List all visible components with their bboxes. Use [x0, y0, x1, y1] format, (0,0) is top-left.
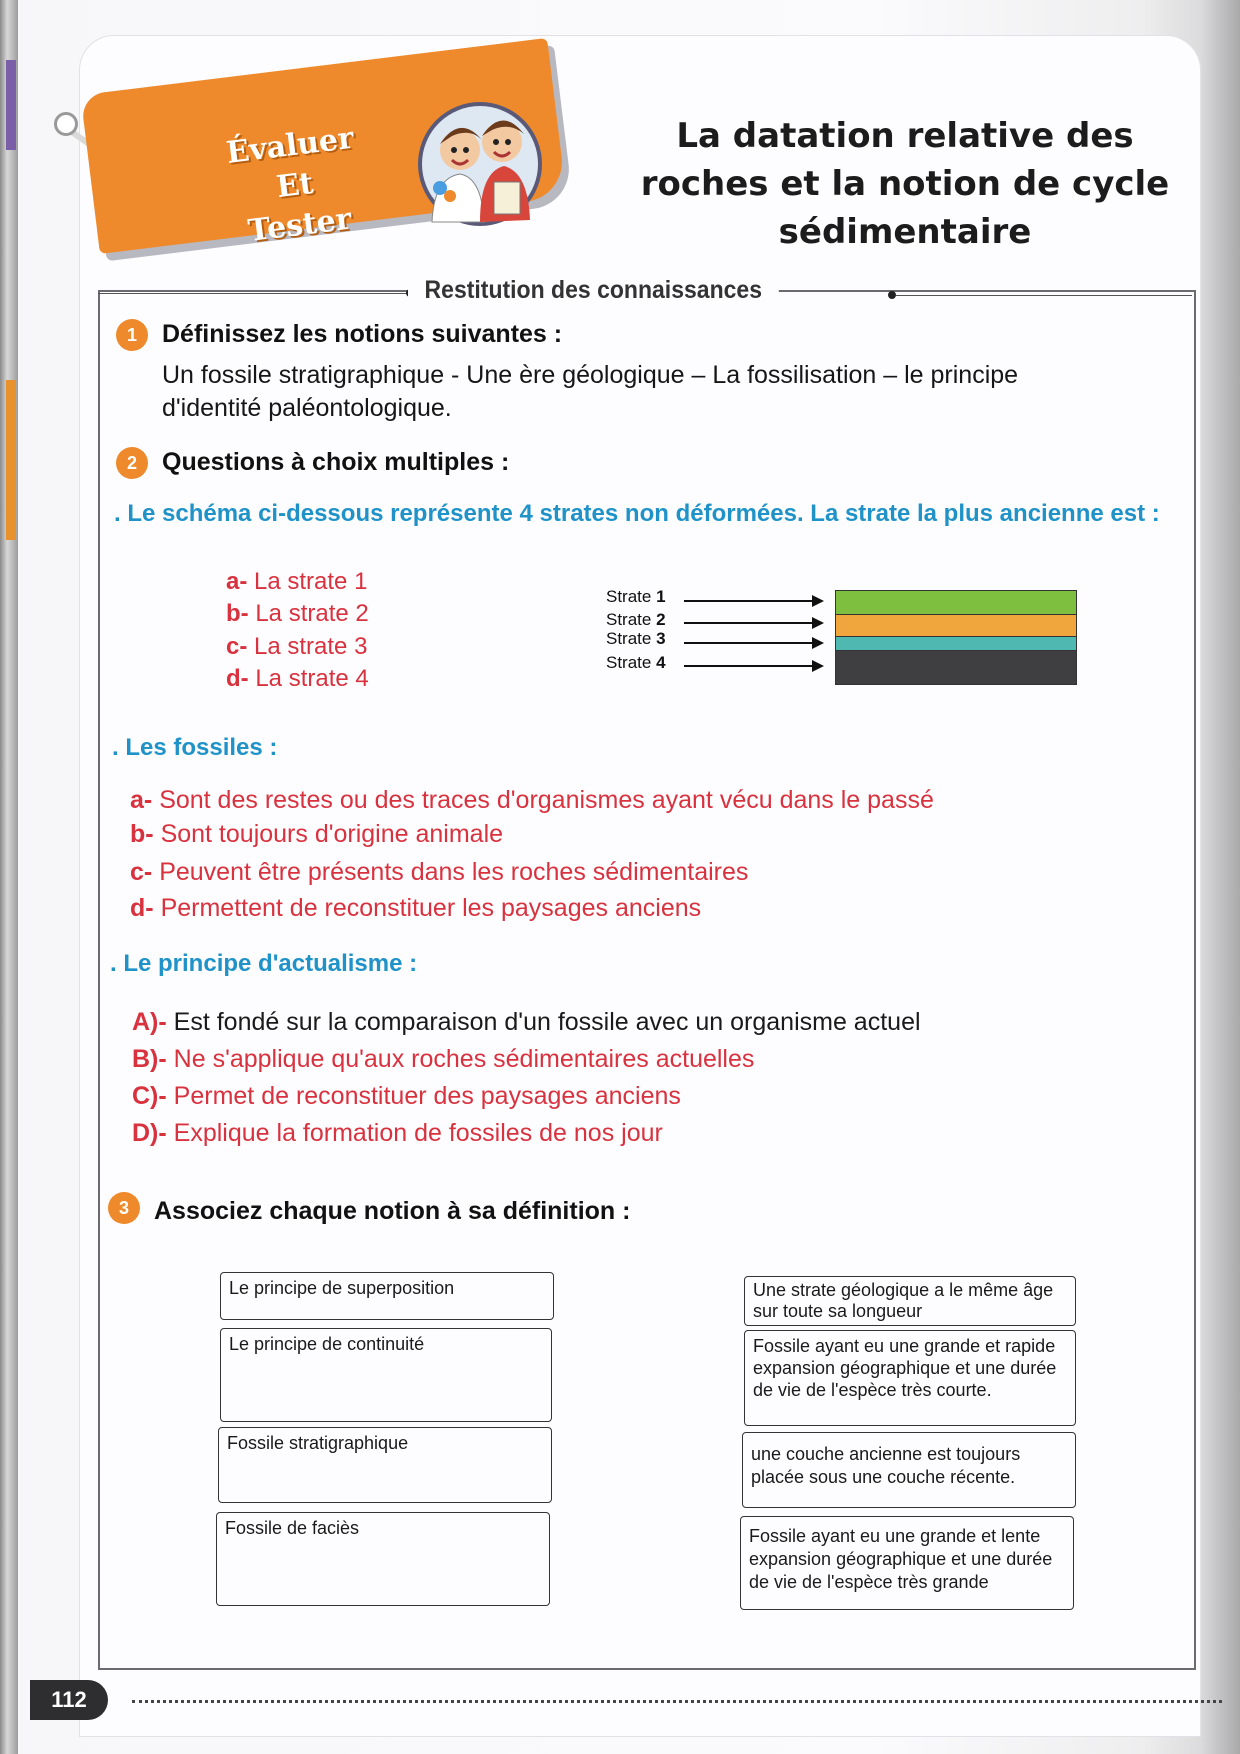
q2-part2-option-d: d- Permettent de reconstituer les paysages anciens — [130, 894, 702, 922]
strata-arrow-4 — [684, 665, 822, 667]
mascot-illustration-icon — [410, 92, 550, 232]
notion-box-3: Fossile stratigraphique — [218, 1427, 552, 1503]
q1-text-line2: d'identité paléontologique. — [162, 394, 452, 422]
footer-dotted-line — [132, 1700, 1222, 1703]
stratum-2 — [835, 614, 1077, 638]
q2-part1-option-d: d- La strate 4 — [226, 665, 369, 692]
q2-part2-option-b: b- Sont toujours d'origine animale — [130, 820, 504, 848]
page-number: 112 — [30, 1680, 108, 1720]
badge-label: Évaluer Et Tester — [224, 120, 356, 249]
question-number-2: 2 — [116, 447, 148, 479]
q2-part1-question: . Le schéma ci-dessous représente 4 strates non déformées. La strate la plus ancienne est : — [114, 500, 1160, 527]
q2-part3-option-c: C)- Permet de reconstituer des paysages anciens — [132, 1082, 681, 1110]
strata-arrow-2 — [684, 622, 822, 624]
q3-heading: Associez chaque notion à sa définition : — [154, 1197, 631, 1225]
strata-label-3: Strate 3 — [606, 629, 666, 648]
page-curl-shadow — [1200, 0, 1240, 1754]
section-title: Restitution des connaissances — [408, 276, 779, 305]
definition-box-3: une couche ancienne est toujours placée sous une couche récente. — [742, 1432, 1076, 1508]
strata-arrow-1 — [684, 600, 822, 602]
q2-part3-option-d: D)- Explique la formation de fossiles de nos jour — [132, 1119, 663, 1147]
pin-icon — [54, 112, 78, 136]
q2-part1-option-c: c- La strate 3 — [226, 633, 368, 660]
definition-box-4: Fossile ayant eu une grande et lente expansion géographique et une durée de vie de l'espèce très grande — [740, 1516, 1074, 1610]
q2-heading: Questions à choix multiples : — [162, 448, 510, 476]
q2-part1-option-a: a- La strate 1 — [226, 568, 368, 595]
section-divider-left — [98, 293, 414, 294]
page-title: La datation relative des roches et la notion de cycle sédimentaire — [640, 116, 1170, 252]
book-spine-edge — [0, 0, 18, 1754]
stratum-4 — [835, 650, 1077, 685]
strata-label-4: Strate 4 — [606, 653, 666, 672]
q2-part1-option-b: b- La strate 2 — [226, 600, 369, 627]
question-number-3: 3 — [108, 1192, 140, 1224]
q1-text-line1: Un fossile stratigraphique - Une ère géologique – La fossilisation – le principe — [162, 361, 1019, 389]
notion-box-4: Fossile de faciès — [216, 1512, 550, 1606]
q2-part2-option-c: c- Peuvent être présents dans les roches sédimentaires — [130, 858, 749, 886]
strata-arrow-3 — [684, 642, 822, 644]
q2-part3-option-a: A)- Est fondé sur la comparaison d'un fossile avec un organisme actuel — [132, 1008, 921, 1036]
notion-box-2: Le principe de continuité — [220, 1328, 552, 1422]
question-number-1: 1 — [116, 319, 148, 351]
definition-box-1: Une strate géologique a le même âge sur toute sa longueur — [744, 1276, 1076, 1326]
q2-part3-question: . Le principe d'actualisme : — [110, 950, 418, 977]
divider-dot-right — [888, 291, 896, 299]
q2-part2-question: . Les fossiles : — [112, 734, 278, 761]
notion-box-1: Le principe de superposition — [220, 1272, 554, 1320]
q2-part3-option-b: B)- Ne s'applique qu'aux roches sédimentaires actuelles — [132, 1045, 755, 1073]
definition-box-2: Fossile ayant eu une grande et rapide expansion géographique et une durée de vie de l'espèce très courte. — [744, 1330, 1076, 1426]
strata-label-2: Strate 2 — [606, 610, 666, 629]
section-divider-right — [896, 295, 1192, 296]
q1-heading: Définissez les notions suivantes : — [162, 320, 563, 348]
q2-part2-option-a: a- Sont des restes ou des traces d'organismes ayant vécu dans le passé — [130, 786, 934, 814]
strata-label-1: Strate 1 — [606, 587, 666, 606]
stratum-1 — [835, 590, 1077, 616]
